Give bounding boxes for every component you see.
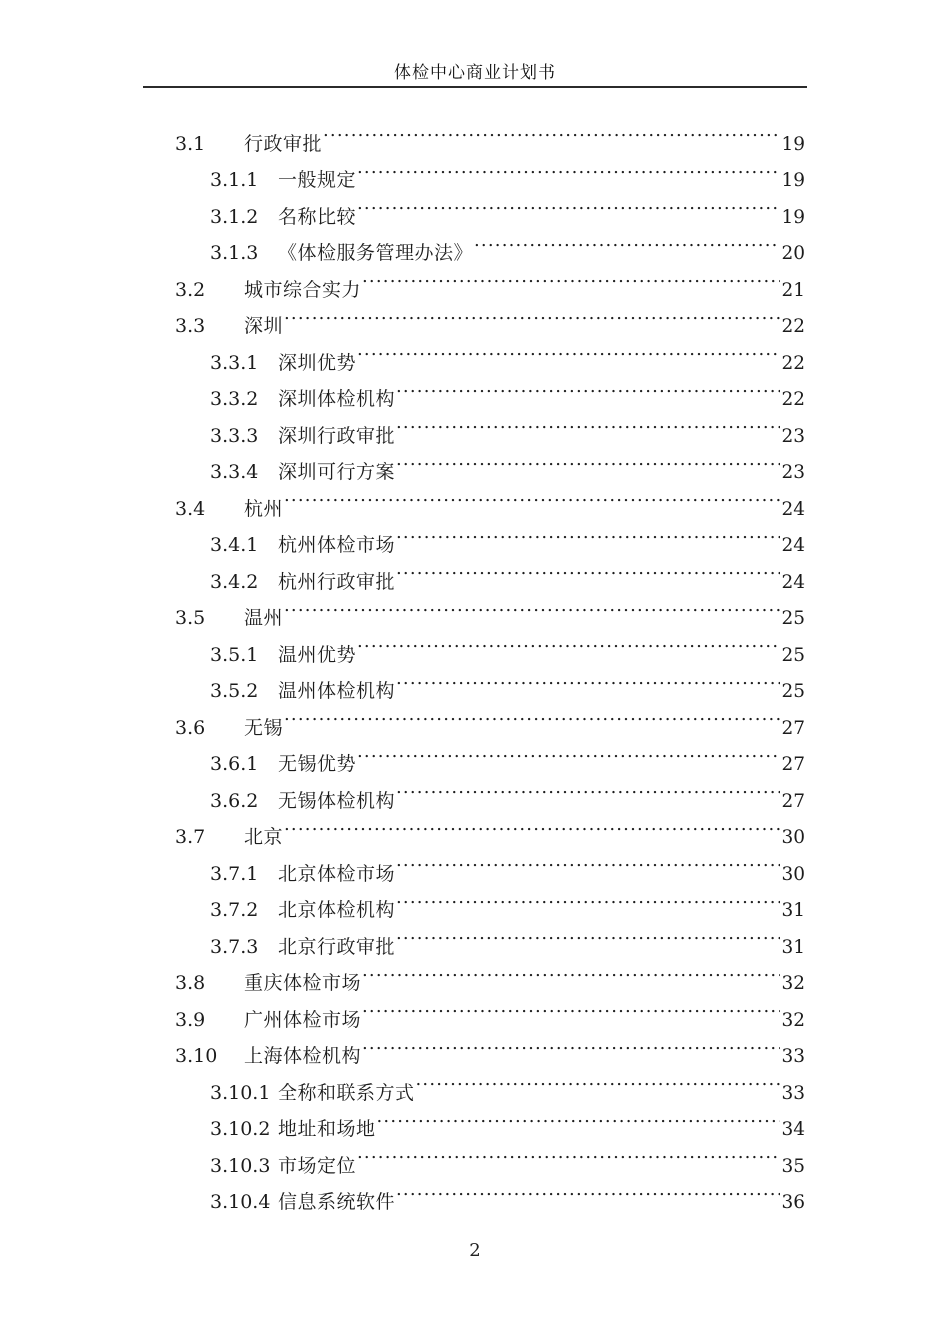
toc-entry-number: 3.5.1 [210,643,259,666]
dot-leader [473,223,780,260]
toc-entry-number: 3.3.3 [210,424,259,447]
toc-entry[interactable] [0,989,805,1031]
toc-entry-page: 25 [781,644,805,666]
toc-entry-page: 24 [781,571,805,593]
toc-entry-page: 22 [781,352,805,374]
toc-entry-number: 3.3.4 [210,461,259,483]
dot-leader [395,515,780,552]
page-header [143,0,807,88]
toc-entry[interactable] [0,405,805,447]
toc-entry-page: 33 [781,1046,805,1067]
page-footer [0,1240,950,1261]
dot-leader [395,1172,780,1209]
toc-entry-title: 信息系统软件 [278,1191,396,1213]
toc-entry-title: 《体检服务管理办法》 [278,242,474,264]
toc-entry-title: 深圳 [244,315,284,337]
dot-leader [395,843,780,880]
toc-entry[interactable] [0,1172,805,1213]
toc-entry[interactable] [0,296,805,337]
toc-entry[interactable] [0,1062,805,1104]
toc-entry[interactable] [0,588,805,629]
toc-entry-number: 3.3.2 [210,388,259,410]
toc-entry-title: 温州体检机构 [278,680,396,702]
dot-leader [395,880,780,917]
toc-entry-title: 行政审批 [244,132,323,155]
toc-entry-title: 杭州 [244,497,284,520]
toc-entry[interactable] [0,515,805,556]
dot-leader [356,332,780,369]
dot-leader [361,1026,780,1063]
toc-entry-title: 无锡体检机构 [278,789,396,812]
toc-entry-title: 无锡优势 [278,753,357,775]
toc-entry-number: 3.1.1 [210,169,259,191]
toc-entry-number: 3.4.1 [210,534,259,556]
toc-entry-page: 25 [781,608,805,629]
toc-entry-title: 一般规定 [278,169,357,191]
toc-entry-number: 3.5.2 [210,680,259,702]
toc-entry[interactable] [0,186,805,228]
table-of-contents [0,113,805,1213]
toc-entry-title: 市场定位 [278,1154,357,1177]
dot-leader [356,624,780,661]
toc-entry-number: 3.5 [175,607,206,629]
toc-entry-page: 23 [781,462,805,483]
dot-leader [395,369,780,406]
toc-entry-title: 北京体检市场 [278,862,396,885]
dot-leader [356,150,780,187]
toc-entry-title: 杭州行政审批 [278,570,396,593]
toc-entry-number: 3.7.2 [210,899,259,921]
toc-entry-page: 20 [781,243,805,264]
toc-entry-number: 3.7 [175,826,206,848]
toc-entry-title: 名称比较 [278,205,357,228]
toc-entry-number: 3.4.2 [210,570,259,593]
toc-entry-page: 25 [781,681,805,702]
toc-entry-number: 3.1 [175,132,206,155]
toc-entry[interactable] [0,259,805,301]
toc-entry-page: 30 [781,827,805,848]
toc-entry-number: 3.10.3 [210,1154,271,1177]
toc-entry-number: 3.10 [175,1045,218,1067]
toc-entry-page: 27 [781,754,805,775]
dot-leader [376,1099,781,1136]
footer-page-number: 2 [469,1240,481,1261]
dot-leader [283,296,780,333]
toc-entry[interactable] [0,953,805,994]
toc-entry[interactable] [0,734,805,775]
dot-leader [361,259,780,296]
toc-entry[interactable] [0,916,805,958]
toc-entry-title: 温州优势 [278,643,357,666]
toc-entry-page: 36 [781,1192,805,1213]
dot-leader [415,1062,781,1099]
header-title: 体检中心商业计划书 [394,63,556,83]
toc-entry-title: 温州 [244,607,284,629]
toc-entry-page: 31 [781,936,805,958]
toc-entry-number: 3.1.2 [210,205,259,228]
toc-entry[interactable] [0,624,805,666]
toc-entry[interactable] [0,442,805,483]
dot-leader [283,697,780,734]
toc-entry-number: 3.1.3 [210,242,259,264]
toc-entry-title: 无锡 [244,716,284,739]
toc-entry[interactable] [0,478,805,520]
toc-entry-number: 3.7.1 [210,862,259,885]
toc-entry[interactable] [0,807,805,848]
toc-entry-page: 32 [781,973,805,994]
toc-entry-title: 北京体检机构 [278,899,396,921]
dot-leader [356,734,780,771]
dot-leader [395,551,780,588]
toc-entry-page: 24 [781,535,805,556]
toc-entry[interactable] [0,661,805,702]
dot-leader [356,1135,780,1172]
dot-leader [322,113,780,150]
dot-leader [395,405,780,442]
toc-entry-page: 33 [781,1082,805,1104]
toc-entry-page: 22 [781,316,805,337]
toc-entry-title: 全称和联系方式 [278,1081,415,1104]
toc-entry-number: 3.7.3 [210,935,259,958]
toc-entry-number: 3.10.4 [210,1191,271,1213]
toc-entry[interactable] [0,369,805,410]
toc-entry[interactable] [0,1099,805,1140]
toc-entry-number: 3.6.1 [210,753,259,775]
toc-entry[interactable] [0,150,805,191]
toc-entry-page: 35 [781,1155,805,1177]
toc-entry-title: 城市综合实力 [244,278,362,301]
toc-entry-page: 22 [781,389,805,410]
toc-entry[interactable] [0,1135,805,1177]
dot-leader [361,989,780,1026]
dot-leader [283,588,780,625]
dot-leader [356,186,780,223]
toc-entry-number: 3.8 [175,972,206,994]
toc-entry-page: 19 [781,170,805,191]
toc-entry-title: 地址和场地 [278,1118,376,1140]
dot-leader [283,807,780,844]
toc-entry[interactable] [0,880,805,921]
toc-entry-page: 34 [781,1119,805,1140]
toc-entry-title: 广州体检市场 [244,1008,362,1031]
toc-entry-title: 上海体检机构 [244,1045,362,1067]
toc-entry-number: 3.10.1 [210,1081,271,1104]
toc-entry-number: 3.3 [175,315,206,337]
toc-entry[interactable] [0,332,805,374]
toc-entry-title: 北京 [244,826,284,848]
toc-entry-page: 23 [781,425,805,447]
toc-entry-number: 3.2 [175,278,206,301]
toc-entry-number: 3.10.2 [210,1118,271,1140]
toc-entry-title: 深圳可行方案 [278,461,396,483]
dot-leader [395,661,780,698]
toc-entry-page: 19 [781,206,805,228]
toc-entry-title: 深圳体检机构 [278,388,396,410]
dot-leader [395,442,780,479]
toc-entry-number: 3.4 [175,497,206,520]
dot-leader [283,478,780,515]
dot-leader [361,953,780,990]
dot-leader [395,770,780,807]
toc-entry-page: 27 [781,717,805,739]
toc-entry-title: 北京行政审批 [278,935,396,958]
toc-entry[interactable] [0,770,805,812]
toc-entry-page: 31 [781,900,805,921]
toc-entry[interactable] [0,113,805,155]
toc-entry[interactable] [0,843,805,885]
toc-entry-page: 30 [781,863,805,885]
toc-entry[interactable] [0,1026,805,1067]
dot-leader [395,916,780,953]
toc-entry-title: 杭州体检市场 [278,534,396,556]
toc-entry-page: 24 [781,498,805,520]
toc-entry-page: 19 [781,133,805,155]
toc-entry-number: 3.6 [175,716,206,739]
toc-entry-number: 3.6.2 [210,789,259,812]
toc-entry[interactable] [0,697,805,739]
toc-entry[interactable] [0,223,805,264]
toc-entry-page: 21 [781,279,805,301]
toc-entry-title: 深圳优势 [278,351,357,374]
toc-entry-number: 3.3.1 [210,351,259,374]
toc-entry-page: 32 [781,1009,805,1031]
toc-entry-title: 深圳行政审批 [278,424,396,447]
toc-entry-page: 27 [781,790,805,812]
toc-entry-number: 3.9 [175,1008,206,1031]
toc-entry[interactable] [0,551,805,593]
toc-entry-title: 重庆体检市场 [244,972,362,994]
